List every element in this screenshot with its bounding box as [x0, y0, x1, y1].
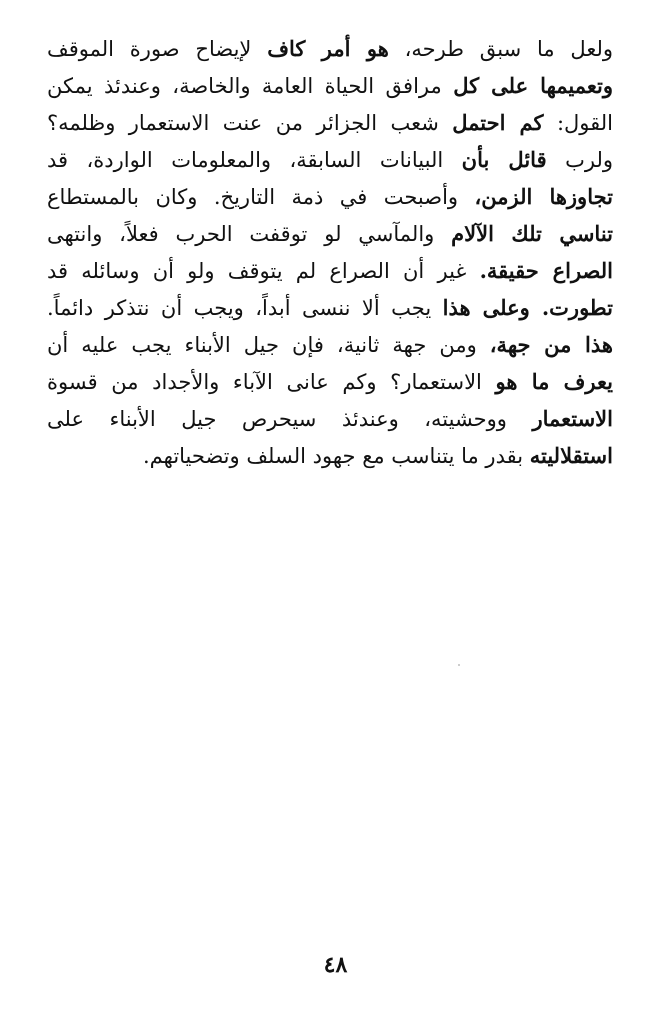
text-segment: ومن جهة ثانية، فإن جيل الأبناء يجب عليه أن	[47, 333, 490, 357]
text-line	[47, 400, 613, 437]
text-segment: البيانات السابقة، والمعلومات الواردة، قد	[47, 148, 462, 172]
bold-text-segment: تناسي تلك الآلام	[451, 221, 613, 246]
text-segment: شعب الجزائر من عنت الاستعمار وظلمه؟	[47, 111, 453, 135]
body-paragraph	[47, 30, 613, 474]
text-line	[47, 104, 613, 141]
text-segment: الاستعمار؟ وكم عانى الآباء والأجداد من قسوة	[47, 370, 496, 394]
text-segment: ووحشيته، وعندئذ سيحرص جيل الأبناء على	[47, 407, 533, 431]
bold-text-segment: هذا من جهة،	[489, 332, 613, 357]
bold-text-segment: الصراع حقيقة.	[479, 258, 613, 283]
bold-text-segment: كم احتمل	[452, 110, 544, 135]
bold-text-segment: هو أمر كاف	[267, 36, 389, 61]
text-line	[47, 30, 613, 67]
text-line	[47, 326, 613, 363]
text-segment: القول:	[543, 111, 613, 135]
bold-text-segment: الاستعمار	[532, 406, 613, 431]
text-line	[47, 437, 613, 474]
text-segment: غير أن الصراع لم يتوقف ولو أن وسائله قد	[47, 259, 480, 283]
bold-text-segment: يعرف ما هو	[495, 369, 613, 394]
text-segment: يجب ألا ننسى أبداً، ويجب أن نتذكر دائماً.	[47, 296, 443, 320]
text-segment: ولرب	[546, 148, 613, 172]
bold-text-segment: تطورت. وعلى هذا	[442, 295, 613, 320]
text-segment: مرافق الحياة العامة والخاصة، وعندئذ يمكن	[47, 74, 454, 98]
text-segment: والمآسي لو توقفت الحرب فعلاً، وانتهى	[47, 222, 452, 246]
text-line	[47, 141, 613, 178]
text-segment: بقدر ما يتناسب مع جهود السلف وتضحياتهم.	[142, 444, 530, 468]
text-segment: ولعل ما سبق طرحه،	[388, 37, 613, 61]
text-line	[47, 178, 613, 215]
bold-text-segment: وتعميمها على كل	[453, 73, 613, 98]
text-line	[47, 363, 613, 400]
bold-text-segment: استقلاليته	[529, 443, 613, 468]
text-segment: لإيضاح صورة الموقف	[47, 37, 268, 61]
text-line	[47, 215, 613, 252]
bold-text-segment: تجاوزها الزمن،	[474, 184, 613, 209]
text-line	[47, 252, 613, 289]
page-number: ٤٨	[323, 952, 348, 978]
bold-text-segment: قائل بأن	[461, 147, 547, 172]
text-segment: وأصبحت في ذمة التاريخ. وكان بالمستطاع	[47, 185, 475, 209]
paper-speck	[458, 664, 460, 666]
text-line	[47, 289, 613, 326]
text-line	[47, 67, 613, 104]
